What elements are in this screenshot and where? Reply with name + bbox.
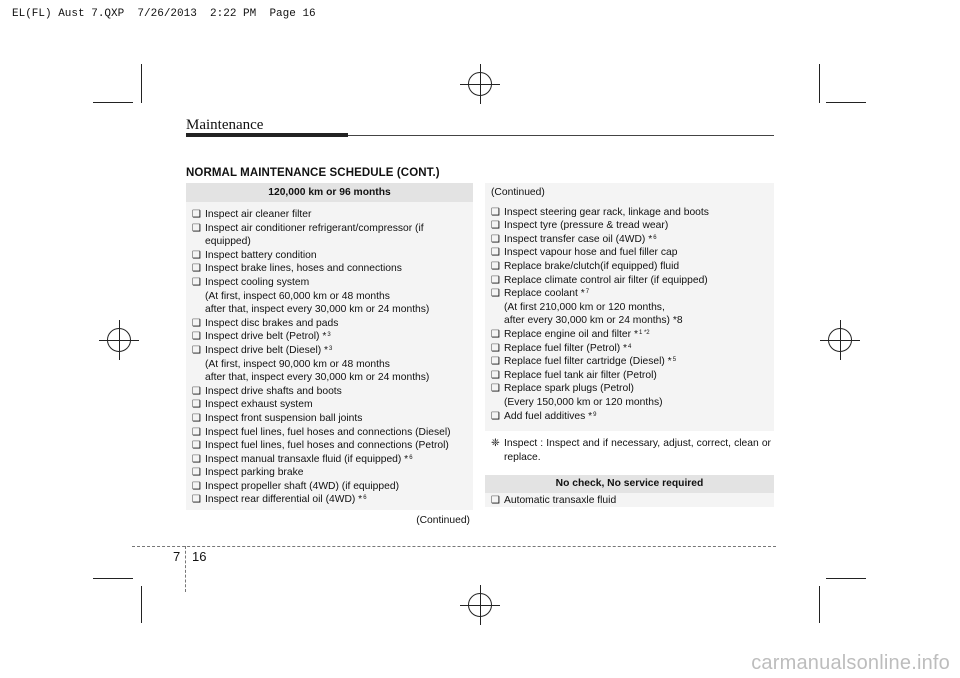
list-item: [192, 222, 467, 249]
schedule-box-120000: [186, 183, 473, 527]
registration-crosshair-icon: [460, 585, 500, 625]
list-item: [192, 330, 467, 344]
registration-crosshair-icon: [820, 320, 860, 360]
list-item-text: Replace coolant *$^7$: [504, 288, 590, 300]
list-item-text: Inspect fuel lines, fuel hoses and connections (Diesel): [205, 426, 451, 438]
list-item-text: Replace brake/clutch(if equipped) fluid: [504, 260, 680, 272]
checkbox-icon: ❑: [491, 247, 500, 259]
list-item: [491, 260, 768, 274]
list-item: [192, 493, 467, 507]
checkbox-icon: ❑: [192, 317, 201, 329]
list-item-text: Inspect air conditioner refrigerant/compressor (if equipped): [205, 222, 424, 248]
footnote-ref: 5: [672, 357, 677, 364]
page-number: 16: [192, 549, 207, 564]
list-item-text: Inspect steering gear rack, linkage and boots: [504, 206, 709, 218]
list-item-text: Inspect exhaust system: [205, 399, 313, 411]
list-item-text: Inspect fuel lines, fuel hoses and connections (Petrol): [205, 440, 449, 452]
trim-mark: [141, 586, 142, 623]
footnote-ref: 1 *2: [638, 329, 650, 336]
checkbox-icon: ❑: [491, 410, 500, 422]
list-item-detail: (At first 210,000 km or 120 months,: [504, 301, 665, 313]
checkbox-icon: ❑: [192, 222, 201, 234]
list-item-detail: (At first, inspect 90,000 km or 48 months: [205, 358, 390, 370]
registration-crosshair-icon: [460, 64, 500, 104]
list-item: [491, 410, 768, 424]
list-item: [491, 246, 768, 260]
list-item: [491, 382, 768, 396]
checkbox-icon: ❑: [491, 233, 500, 245]
checkbox-icon: ❑: [192, 494, 201, 506]
footnote-ref: 6: [409, 454, 413, 461]
inspect-note: [491, 437, 771, 464]
list-item: [491, 287, 768, 301]
list-item-text: Inspect brake lines, hoses and connections: [205, 263, 402, 275]
list-item: [192, 426, 467, 440]
list-item-text: Inspect air cleaner filter: [205, 209, 312, 220]
trim-mark: [93, 578, 133, 579]
footnote-ref: 3: [329, 345, 333, 352]
trim-mark: [93, 102, 133, 103]
list-item: [491, 233, 768, 247]
list-item: [192, 385, 467, 399]
checkbox-icon: ❑: [491, 383, 500, 395]
schedule-items: [485, 493, 774, 512]
list-item: [192, 344, 467, 358]
checkbox-icon: ❑: [192, 467, 201, 479]
trim-mark: [141, 64, 142, 103]
list-item-detail: after that, inspect every 30,000 km or 24 months): [205, 304, 430, 316]
checkbox-icon: ❑: [192, 440, 201, 452]
continued-label: (Continued): [491, 187, 545, 198]
checkbox-icon: ❑: [192, 209, 201, 220]
trim-mark: [819, 586, 820, 623]
print-slug: EL(FL) Aust 7.QXP 7/26/2013 2:22 PM Page 16: [12, 8, 316, 20]
checkbox-icon: ❑: [192, 249, 201, 261]
checkbox-icon: ❑: [192, 412, 201, 424]
checkbox-icon: ❑: [491, 495, 500, 506]
section-label: Maintenance: [186, 117, 264, 133]
list-item: [491, 369, 768, 383]
list-item: [491, 219, 768, 233]
list-item-detail: after that, inspect every 30,000 km or 24 months): [205, 372, 430, 384]
checkbox-icon: ❑: [491, 206, 500, 218]
footer-rule: [132, 546, 776, 547]
list-item-text: Automatic transaxle fluid: [504, 495, 617, 506]
footnote-ref: 3: [327, 332, 331, 339]
list-item-text: Inspect drive belt (Diesel) *$^3$: [205, 344, 333, 356]
list-item: [491, 355, 768, 369]
list-item: [192, 262, 467, 276]
footnote-ref: 7: [585, 289, 590, 296]
list-item: [192, 398, 467, 412]
list-item-text: Replace engine oil and filter *$^{1 *2}$: [504, 328, 650, 340]
checkbox-icon: ❑: [192, 426, 201, 438]
list-item-text: Inspect transfer case oil (4WD) *$^6$: [504, 233, 657, 245]
checkbox-icon: ❑: [491, 328, 500, 340]
list-item-detail: (Every 150,000 km or 120 months): [504, 396, 663, 408]
list-item-text: Inspect drive belt (Petrol) *$^3$: [205, 331, 331, 343]
header-rule: [186, 133, 348, 137]
list-item: [192, 317, 467, 331]
checkbox-icon: ❑: [491, 288, 500, 300]
checkbox-icon: ❑: [192, 385, 201, 397]
footnote-ref: 6: [653, 234, 657, 241]
list-item-text: Replace fuel filter (Petrol) *$^4$: [504, 342, 632, 354]
list-item-text: Replace climate control air filter (if equipped): [504, 274, 708, 286]
list-item-text: Inspect disc brakes and pads: [205, 317, 339, 329]
footer-divider: [185, 546, 186, 592]
list-item: [491, 206, 768, 220]
list-item: [491, 274, 768, 288]
no-check-header: No check, No service required: [485, 475, 774, 493]
list-item-text: Replace fuel tank air filter (Petrol): [504, 369, 657, 381]
list-item: [192, 480, 467, 494]
schedule-box-continued: [485, 183, 774, 431]
note-text: Inspect : Inspect and if necessary, adjust, correct, clean or replace.: [504, 438, 771, 463]
checkbox-icon: ❑: [192, 331, 201, 343]
list-item-text: Replace fuel filter cartridge (Diesel) *$^5$: [504, 356, 677, 368]
list-item-text: Inspect parking brake: [205, 467, 304, 479]
list-item-detail: after every 30,000 km or 24 months) *8: [504, 315, 683, 327]
checkbox-icon: ❑: [192, 276, 201, 288]
checkbox-icon: ❑: [491, 260, 500, 272]
list-item: [192, 439, 467, 453]
list-item: [192, 276, 467, 290]
list-item-text: Replace spark plugs (Petrol): [504, 383, 634, 395]
list-item: [192, 249, 467, 263]
checkbox-icon: ❑: [491, 342, 500, 354]
list-item-text: Add fuel additives *$^9$: [504, 410, 597, 422]
list-item-text: Inspect rear differential oil (4WD) *$^6$: [205, 494, 367, 506]
list-item: [491, 494, 768, 508]
checkbox-icon: ❑: [192, 263, 201, 275]
list-item-text: Inspect vapour hose and fuel filler cap: [504, 247, 678, 259]
checkbox-icon: ❑: [192, 453, 201, 465]
checkbox-icon: ❑: [491, 274, 500, 286]
trim-mark: [826, 578, 866, 579]
list-item: [192, 453, 467, 467]
list-item-text: Inspect propeller shaft (4WD) (if equipped): [205, 480, 400, 492]
footnote-ref: 9: [593, 411, 597, 418]
list-item-text: Inspect drive shafts and boots: [205, 385, 342, 397]
no-check-box: [485, 475, 774, 507]
checkbox-icon: ❑: [192, 480, 201, 492]
trim-mark: [826, 102, 866, 103]
watermark: carmanualsonline.info: [751, 652, 950, 674]
checkbox-icon: ❑: [491, 356, 500, 368]
list-item-text: Inspect tyre (pressure & tread wear): [504, 220, 669, 232]
note-icon: ❈: [491, 438, 500, 449]
footnote-ref: 6: [363, 495, 367, 502]
checkbox-icon: ❑: [192, 399, 201, 411]
list-item-text: Inspect front suspension ball joints: [205, 412, 363, 424]
checkbox-icon: ❑: [491, 369, 500, 381]
trim-mark: [819, 64, 820, 103]
continued-label: (Continued): [416, 515, 470, 527]
list-item: [192, 412, 467, 426]
footnote-ref: 4: [628, 343, 632, 350]
schedule-items: [485, 200, 774, 428]
checkbox-icon: ❑: [192, 344, 201, 356]
list-item-text: Inspect manual transaxle fluid (if equipped) *$^6$: [205, 453, 413, 465]
page-heading: NORMAL MAINTENANCE SCHEDULE (CONT.): [186, 167, 440, 179]
header-rule-thin: [348, 135, 774, 136]
list-item: [192, 208, 467, 222]
list-item: [192, 466, 467, 480]
registration-crosshair-icon: [99, 320, 139, 360]
list-item: [491, 342, 768, 356]
schedule-items: [186, 202, 473, 511]
list-item-detail: (At first, inspect 60,000 km or 48 months: [205, 290, 390, 302]
checkbox-icon: ❑: [491, 220, 500, 232]
schedule-box-header: 120,000 km or 96 months: [186, 183, 473, 202]
chapter-number: 7: [173, 549, 181, 564]
list-item-text: Inspect battery condition: [205, 249, 317, 261]
list-item-text: Inspect cooling system: [205, 276, 310, 288]
list-item: [491, 328, 768, 342]
